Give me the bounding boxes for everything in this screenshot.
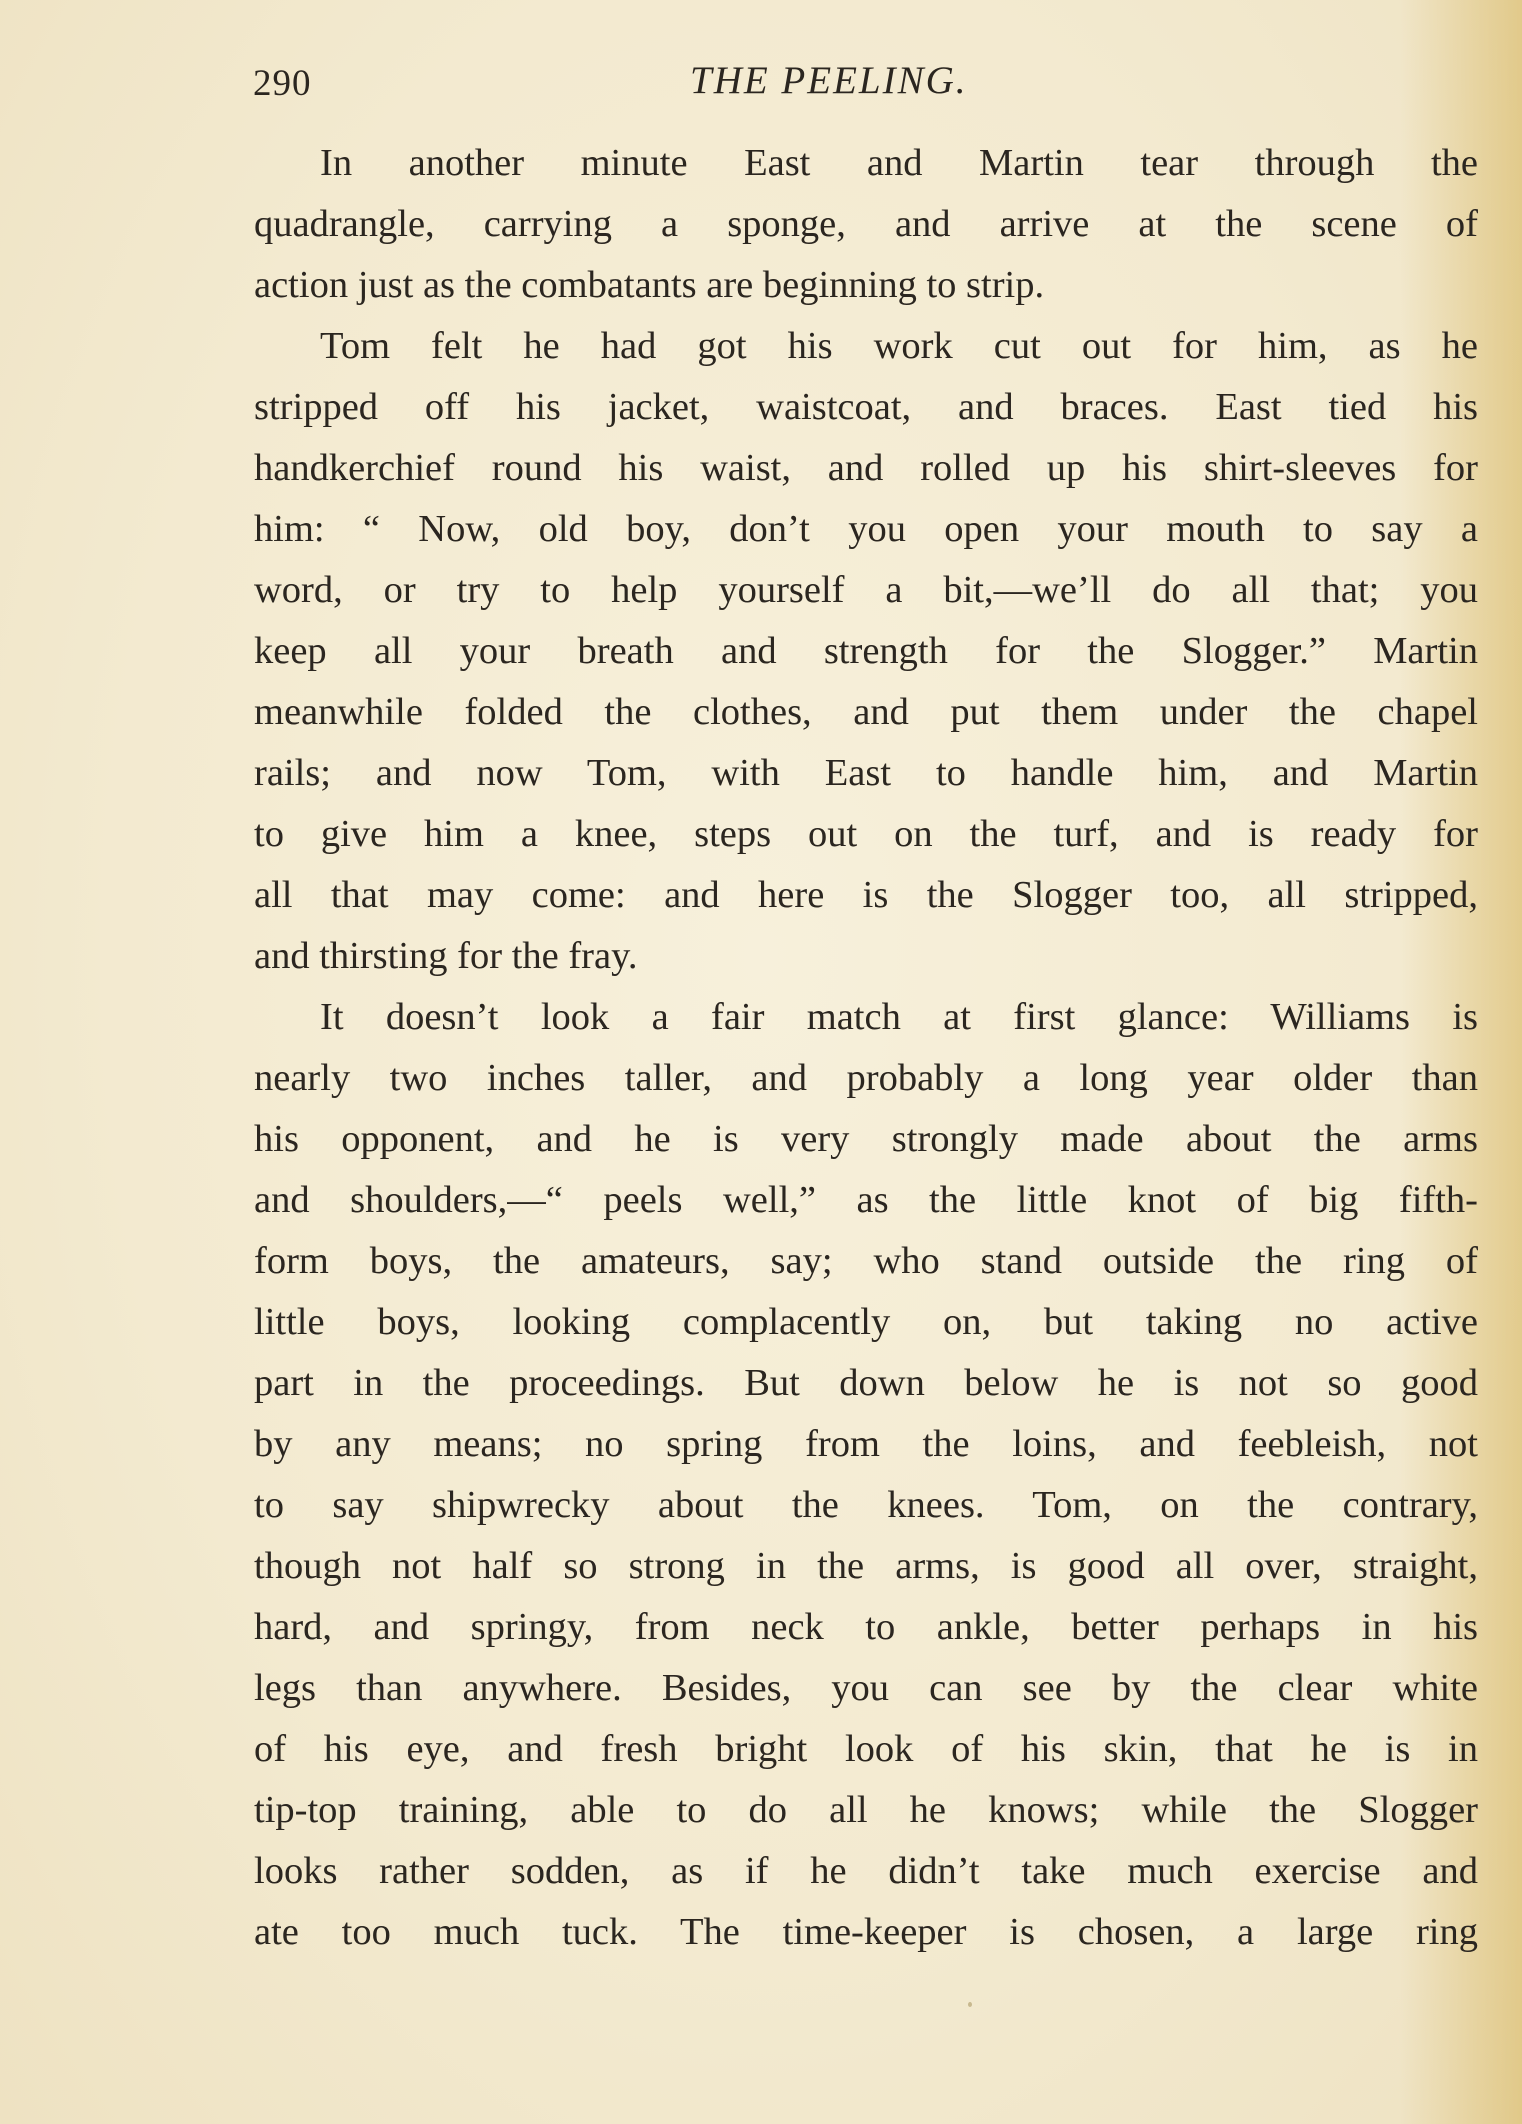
- paper-speck: [968, 2002, 972, 2007]
- body-text: [254, 133, 1478, 1963]
- text-line: form boys, the amateurs, say; who stand outside the ring of: [254, 1240, 1478, 1282]
- text-line: him: “ Now, old boy, don’t you open your mouth to say a: [254, 508, 1478, 550]
- text-line: part in the proceedings. But down below he is not so good: [254, 1362, 1478, 1404]
- text-line: word, or try to help yourself a bit,—we’ll do all that; you: [254, 569, 1478, 611]
- text-line: little boys, looking complacently on, but taking no active: [254, 1301, 1478, 1343]
- text-line: all that may come: and here is the Slogger too, all stripped,: [254, 874, 1478, 916]
- text-line: stripped off his jacket, waistcoat, and braces. East tied his: [254, 386, 1478, 428]
- text-line: tip-top training, able to do all he knows; while the Slogger: [254, 1789, 1478, 1831]
- text-line: and thirsting for the fray.: [254, 935, 638, 977]
- text-line: legs than anywhere. Besides, you can see by the clear white: [254, 1667, 1478, 1709]
- text-line: quadrangle, carrying a sponge, and arrive at the scene of: [254, 203, 1478, 245]
- text-line: by any means; no spring from the loins, and feebleish, not: [254, 1423, 1478, 1465]
- text-line: Tom felt he had got his work cut out for him, as he: [320, 325, 1478, 367]
- text-line: keep all your breath and strength for the Slogger.” Martin: [254, 630, 1478, 672]
- text-line: and shoulders,—“ peels well,” as the little knot of big fifth-: [254, 1179, 1478, 1221]
- text-line: nearly two inches taller, and probably a long year older than: [254, 1057, 1478, 1099]
- page-header: [0, 58, 1522, 108]
- text-line: though not half so strong in the arms, is good all over, straight,: [254, 1545, 1478, 1587]
- text-line: of his eye, and fresh bright look of his skin, that he is in: [254, 1728, 1478, 1770]
- text-line: action just as the combatants are beginning to strip.: [254, 264, 1045, 306]
- text-line: hard, and springy, from neck to ankle, better perhaps in his: [254, 1606, 1478, 1648]
- page-number: 290: [253, 63, 312, 104]
- text-line: rails; and now Tom, with East to handle him, and Martin: [254, 752, 1478, 794]
- text-line: handkerchief round his waist, and rolled up his shirt-sleeves for: [254, 447, 1478, 489]
- running-head: THE PEELING.: [690, 59, 968, 102]
- text-line: to say shipwrecky about the knees. Tom, on the contrary,: [254, 1484, 1478, 1526]
- text-line: his opponent, and he is very strongly made about the arms: [254, 1118, 1478, 1160]
- text-line: ate too much tuck. The time-keeper is chosen, a large ring: [254, 1911, 1478, 1953]
- text-line: In another minute East and Martin tear through the: [320, 142, 1478, 184]
- text-line: meanwhile folded the clothes, and put them under the chapel: [254, 691, 1478, 733]
- text-line: looks rather sodden, as if he didn’t take much exercise and: [254, 1850, 1478, 1892]
- text-line: to give him a knee, steps out on the turf, and is ready for: [254, 813, 1478, 855]
- text-line: It doesn’t look a fair match at first glance: Williams is: [320, 996, 1478, 1038]
